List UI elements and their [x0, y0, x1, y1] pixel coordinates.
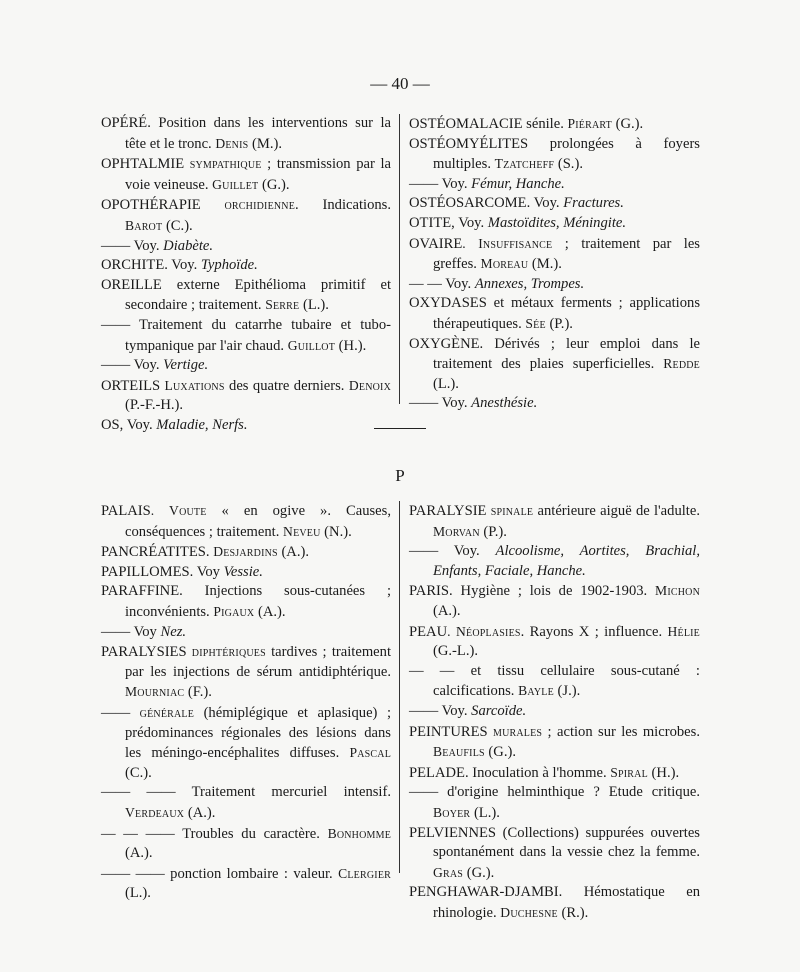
entry-dash: —— Voy.	[409, 395, 472, 412]
entry-text: . Voy	[189, 563, 224, 580]
entry-text: . Indications.	[295, 197, 391, 214]
index-entry	[409, 194, 700, 214]
entry-text: (Collections) suppurées ouvertes spontanément dans la vessie chez la femme.	[433, 824, 700, 861]
entry-initials: (L.).	[125, 885, 151, 902]
entry-dash: —— Voy.	[409, 543, 496, 560]
entry-initials: (P.-F.-H.).	[125, 397, 184, 414]
entry-qualifier: . Néoplasies	[447, 623, 521, 639]
column-divider	[399, 501, 400, 873]
index-entry	[409, 883, 700, 923]
index-entry	[409, 622, 700, 662]
entry-text: ; traitement par les greffes.	[433, 235, 700, 273]
entry-author: Beaufils	[433, 744, 485, 760]
entry-headword: OVAIRE	[409, 235, 463, 252]
entry-headword: PEAU	[409, 623, 448, 640]
entry-initials: (G.).	[258, 176, 290, 193]
index-entry	[101, 356, 391, 376]
index-entry	[101, 237, 391, 257]
entry-author: Boyer	[433, 804, 471, 820]
entry-text: ; action sur les microbes.	[542, 723, 700, 740]
entry-text: et métaux ferments ; applications thérapeutiques.	[433, 295, 700, 332]
index-column-right	[409, 501, 700, 923]
entry-author: Guillot	[287, 337, 336, 353]
entry-text: . Rayons X ; influence.	[520, 623, 668, 640]
entry-headword: OSTÉOMALACIE	[409, 116, 523, 132]
index-entry	[101, 703, 391, 783]
index-entry	[101, 195, 391, 236]
entry-headword: OPOTHÉRAPIE	[101, 197, 201, 214]
index-entry	[101, 623, 391, 643]
index-entry	[101, 864, 391, 904]
entry-text: prolongées à foyers multiples.	[433, 135, 700, 173]
entry-initials: (L.).	[470, 804, 500, 821]
entry-headword: ORCHITE	[101, 257, 165, 274]
entry-initials: (C.).	[162, 217, 193, 234]
entry-headword: PEINTURES	[409, 723, 488, 740]
index-entry	[409, 581, 700, 621]
entry-author: Clergier	[338, 865, 391, 881]
entry-text: sénile.	[522, 116, 568, 132]
entry-initials: (J.).	[553, 683, 581, 700]
entry-crossref: Annexes, Trompes.	[474, 275, 585, 292]
index-entry	[409, 135, 700, 175]
entry-headword: OXYDASES	[409, 295, 487, 312]
entry-headword: OXYGÈNE	[409, 335, 480, 352]
entry-headword: OTITE	[409, 214, 452, 231]
entry-initials: (L.).	[299, 297, 329, 314]
entry-author: Desjardins	[213, 544, 278, 560]
entry-headword: PARIS	[409, 583, 450, 600]
entry-initials: (H.).	[647, 764, 680, 781]
entry-initials: (F.).	[184, 684, 212, 701]
entry-initials: (H.).	[335, 337, 367, 354]
entry-crossref: Mastoïdites, Méningite.	[487, 214, 627, 231]
index-entry	[409, 542, 700, 581]
entry-crossref: Vertige.	[163, 357, 209, 374]
entry-dash: —— ——	[101, 865, 165, 882]
entry-author: Moreau	[480, 256, 529, 272]
page-number: — 40 —	[370, 74, 430, 93]
entry-text: ponction lombaire : valeur.	[164, 865, 339, 882]
index-entry	[101, 824, 391, 864]
entry-text: . Voy.	[526, 195, 564, 212]
entry-initials: (N.).	[320, 523, 352, 540]
entry-author: Bayle	[518, 683, 554, 699]
entry-crossref: Diabète.	[163, 237, 214, 254]
entry-initials: (G.-L.).	[433, 643, 478, 660]
entry-author: Denis	[215, 135, 249, 151]
index-entry	[101, 501, 391, 542]
entry-text: , Voy.	[451, 214, 488, 231]
entry-dash: —— Voy.	[409, 175, 472, 192]
entry-text: des quatre derniers.	[224, 377, 349, 394]
index-entry	[409, 662, 700, 702]
index-column-left	[101, 501, 391, 904]
entry-author: Denoix	[348, 377, 391, 393]
index-entry	[101, 154, 391, 195]
index-entry	[101, 542, 391, 563]
entry-initials: (L.).	[433, 375, 459, 392]
entry-headword: PANCRÉATITES	[101, 544, 206, 561]
entry-headword: PELVIENNES	[409, 824, 497, 841]
entry-author: Hélie	[667, 623, 700, 639]
entry-initials: (A.).	[125, 845, 153, 862]
entry-qualifier: générale	[130, 704, 195, 720]
entry-initials: (A.).	[433, 602, 461, 619]
entry-crossref: Anesthésie.	[471, 395, 538, 412]
entry-initials: (G.).	[463, 864, 495, 881]
index-entry	[409, 394, 700, 414]
index-entry	[409, 234, 700, 275]
index-entry	[409, 702, 700, 722]
index-entry	[101, 416, 391, 436]
entry-text: , Voy.	[119, 416, 157, 433]
index-entry	[409, 114, 700, 135]
entry-qualifier: murales	[487, 723, 543, 739]
entry-headword: OSTÉOMYÉLITES	[409, 135, 529, 152]
entry-text: . Hygiène ; lois de 1902-1903.	[449, 583, 656, 600]
entry-text: « en ogive ». Causes, conséquences ; traitement.	[125, 503, 391, 540]
entry-text: (hémiplégique et aplasique) ; prédominances régionales des lésions dans les méningo-encéphalites diffuses.	[125, 704, 392, 762]
entry-initials: (A.).	[184, 804, 216, 821]
entry-qualifier: Luxations	[160, 377, 225, 393]
index-entry	[101, 783, 391, 823]
entry-crossref: Sarcoïde.	[471, 702, 527, 719]
index-entry	[409, 722, 700, 763]
entry-dash: — — Voy.	[409, 275, 475, 292]
entry-dash: — — ——	[101, 825, 175, 842]
entry-author: Michon	[655, 583, 700, 599]
index-entry	[409, 501, 700, 542]
index-entry	[409, 294, 700, 334]
entry-author: Pascal	[349, 745, 391, 761]
entry-qualifier: . Voute	[150, 503, 207, 518]
entry-crossref: Alcoolisme, Aortites, Brachial, Enfants, Faciale, Hanche.	[433, 543, 700, 579]
entry-headword: OSTÉOSARCOME	[409, 195, 527, 212]
entry-qualifier: . Insuffisance	[462, 235, 553, 251]
index-entry	[409, 824, 700, 884]
entry-author: Bonhomme	[327, 825, 392, 841]
entry-text: tardives ; traitement par les injections de sérum antidiphtérique.	[125, 644, 391, 680]
entry-text: Traitement mercuriel intensif.	[175, 784, 391, 801]
entry-text: ; transmission par la voie veineuse.	[125, 156, 391, 193]
entry-initials: (P.).	[545, 315, 573, 332]
index-entry	[101, 642, 391, 703]
entry-author: Redde	[663, 356, 700, 372]
entry-initials: (A.).	[277, 544, 310, 561]
index-entry	[101, 376, 391, 416]
entry-text: . Voy.	[164, 257, 201, 274]
index-entry	[409, 335, 700, 395]
entry-initials: (P.).	[479, 523, 507, 540]
entry-initials: (G.).	[484, 744, 516, 761]
index-entry	[101, 316, 391, 356]
index-column-left	[101, 114, 391, 436]
entry-qualifier: spinale	[486, 503, 534, 518]
entry-text: . Injections sous-cutanées ; inconvénients.	[125, 583, 391, 620]
entry-initials: (G.).	[611, 116, 644, 132]
entry-text: Traitement du catarrhe tubaire et tubo-tympanique par l'air chaud.	[125, 316, 391, 354]
entry-dash: ——	[101, 704, 131, 721]
section-separator-rule	[374, 428, 426, 429]
index-entry	[101, 276, 391, 316]
entry-text: . Dérivés ; leur emploi dans le traitement des plaies superficielles.	[433, 335, 700, 373]
entry-headword: ORTEILS	[101, 377, 161, 394]
entry-dash: —— Voy.	[409, 702, 472, 719]
entry-author: Verdeaux	[125, 804, 185, 820]
entry-headword: PAPILLOMES	[101, 563, 190, 580]
index-entry	[409, 763, 700, 784]
entry-text: . Inoculation à l'homme.	[464, 764, 611, 781]
entry-text: externe Epithélioma primitif et secondaire ; traitement.	[125, 276, 391, 314]
entry-dash: ——	[101, 316, 131, 333]
entry-qualifier: orchidienne	[200, 197, 296, 213]
entry-headword: OREILLE	[101, 276, 162, 293]
entry-author: Mourniac	[125, 684, 185, 700]
entry-headword: PARALYSIES	[101, 644, 187, 661]
index-entry	[101, 256, 391, 276]
index-entry	[101, 563, 391, 583]
entry-author: Pigaux	[213, 603, 255, 619]
entry-text: antérieure aiguë de l'adulte.	[533, 503, 700, 519]
entry-author: Serre	[265, 297, 300, 313]
entry-text: Troubles du caractère.	[174, 825, 328, 842]
entry-author: Sée	[525, 315, 546, 331]
entry-qualifier: diphtériques	[186, 644, 266, 660]
entry-dash: —— ——	[101, 784, 176, 801]
entry-dash: —— Voy.	[101, 357, 164, 374]
entry-headword: PARAFFINE	[101, 583, 180, 600]
entry-dash: —— Voy	[101, 623, 161, 640]
entry-initials: (M.).	[248, 135, 283, 152]
entry-author: Guillet	[212, 176, 259, 192]
entry-headword: PALAIS	[101, 503, 151, 519]
index-entry	[409, 175, 700, 195]
entry-crossref: Fractures.	[563, 195, 624, 212]
entry-crossref: Fémur, Hanche.	[471, 175, 565, 192]
entry-crossref: Nez.	[160, 623, 187, 640]
entry-author: Barot	[125, 217, 163, 233]
entry-author: Piérart	[567, 116, 612, 131]
entry-headword: OS	[101, 416, 120, 433]
entry-dash: — —	[409, 662, 455, 679]
entry-text: .	[205, 544, 214, 561]
entry-dash: ——	[409, 784, 439, 801]
entry-headword: OPÉRÉ	[101, 115, 148, 131]
entry-text: . Position dans les interventions sur la tête et le tronc.	[125, 115, 391, 152]
entry-headword: PELADE	[409, 764, 465, 781]
entry-headword: PARALYSIE	[409, 503, 487, 519]
column-divider	[399, 114, 400, 404]
entry-headword: PENGHAWAR-DJAMBI	[409, 884, 559, 901]
entry-crossref: Vessie.	[223, 563, 263, 580]
entry-author: Neveu	[283, 523, 321, 539]
entry-author: Morvan	[433, 523, 480, 539]
entry-initials: (M.).	[528, 256, 562, 273]
section-letter-heading: P	[395, 466, 405, 485]
entry-author: Spiral	[610, 764, 648, 780]
entry-dash: —— Voy.	[101, 237, 164, 254]
entry-author: Gras	[433, 864, 464, 880]
entry-text: et tissu cellulaire sous-cutané : calcifications.	[433, 662, 700, 700]
index-entry	[101, 114, 391, 154]
entry-qualifier: sympathique	[184, 156, 262, 172]
entry-crossref: Maladie, Nerfs.	[156, 416, 248, 433]
entry-crossref: Typhoïde.	[200, 257, 258, 274]
index-entry	[409, 214, 700, 234]
entry-headword: OPHTALMIE	[101, 156, 185, 173]
entry-initials: (A.).	[254, 603, 286, 620]
entry-text: d'origine helminthique ? Etude critique.	[438, 784, 700, 801]
entry-initials: (R.).	[557, 904, 589, 921]
index-entry	[409, 783, 700, 823]
entry-initials: (S.).	[554, 156, 583, 173]
index-entry	[409, 275, 700, 295]
index-column-right	[409, 114, 700, 414]
index-entry	[101, 582, 391, 622]
entry-text: . Hémostatique en rhinologie.	[433, 884, 700, 921]
entry-author: Duchesne	[500, 904, 558, 920]
entry-author: Tzatcheff	[494, 156, 555, 172]
entry-initials: (C.).	[125, 764, 152, 781]
